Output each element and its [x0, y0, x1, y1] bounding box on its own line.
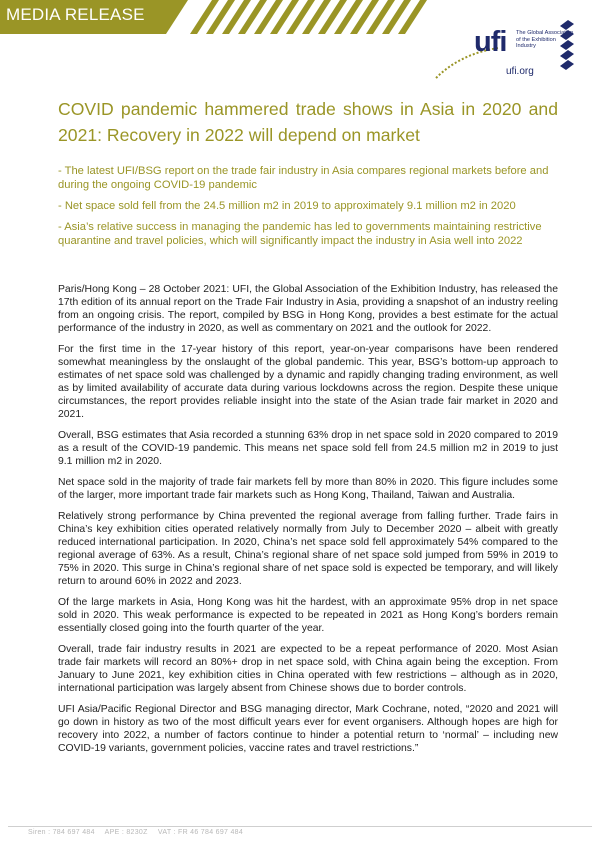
logo-tagline: The Global Association of the Exhibition Industry	[516, 30, 574, 50]
body-paragraph: For the first time in the 17-year history of this report, year-on-year comparisons have been rendered somewhat meaningless by the onslaught of the global pandemic. This year, BSG’s bottom-up approach to estimates of net space sold was challenged by a dynamic and rapidly changing trading environment, as well as by limited availability of accurate data during various lockdowns across the region. Despite these unique circumstances, the report provides reliable insight into the state of the Asian trade fair market in 2020 and 2021.	[58, 344, 558, 420]
summary-bullet: - Net space sold fell from the 24.5 million m2 in 2019 to approximately 9.1 million m2 in 2020	[58, 200, 516, 212]
footer-siren: Siren : 784 697 484	[28, 829, 95, 836]
body-paragraph: Overall, BSG estimates that Asia recorded a stunning 63% drop in net space sold in 2020 compared to 2019 as a result of the COVID-19 pandemic. This means net space sold fell from 24.5 million m2 in 2019 to just 9.1 million m2 in 2020.	[58, 430, 558, 467]
header-title: MEDIA RELEASE	[6, 5, 145, 24]
ufi-logo[interactable]	[430, 20, 580, 82]
footer-divider	[8, 826, 592, 827]
logo-wordmark: ufi	[474, 26, 507, 58]
page-title: COVID pandemic hammered trade shows in Asia in 2020 and 2021: Recovery in 2022 will depend on market	[58, 99, 558, 145]
body-paragraph: Net space sold in the majority of trade fair markets fell by more than 80% in 2020. This figure includes some of the larger, more important trade fair markets such as Hong Kong, Thailand, Taiwan and Australia.	[58, 477, 558, 501]
footer-vat: VAT : FR 46 784 697 484	[157, 829, 244, 836]
body-paragraph: Overall, trade fair industry results in 2021 are expected to be a repeat performance of 2020. Most Asian trade fair markets will record an 80%+ drop in net space sold, with China again being the exception. From January to June 2021, key exhibition cities in China operated with few restrictions – although as in 2020, international participation was largely absent from Chinese shows due to border controls.	[58, 644, 558, 694]
body-paragraph: Relatively strong performance by China prevented the regional average from falling further. Trade fairs in China’s key exhibition cities operated relatively normally from July to December 2020 – albeit with greatly reduced international participation. In 2020, China’s net space sold fell approximately 54% compared to the regional average of 63%. As a result, China’s regional share of net space sold jumped from 59% in 2019 to 75% in 2020. This surge in China’s regional share of net space sold is expected be temporary, and will likely return to around 60% in 2022 and 2023.	[58, 511, 558, 587]
footer-ape: APE : 8230Z	[104, 829, 148, 836]
summary-bullet: - Asia’s relative success in managing the pandemic has led to governments maintaining restrictive quarantine and travel policies, which will significantly impact the industry in Asia well into 2022	[58, 221, 542, 247]
body-paragraph: Paris/Hong Kong – 28 October 2021: UFI, the Global Association of the Exhibition Industry, has released the 17th edition of its annual report on the Trade Fair Industry in Asia, providing a snapshot of an industry reeling from an ongoing crisis. The report, compiled by BSG in Hong Kong, provides a best estimate for the actual performance of the industry in 2020, as well as commentary on 2021 and the outlook for 2022.	[58, 284, 558, 334]
body-text	[58, 283, 558, 763]
footer	[28, 829, 251, 836]
summary-bullet: - The latest UFI/BSG report on the trade fair industry in Asia compares regional markets before and during the ongoing COVID-19 pandemic	[58, 165, 549, 191]
logo-url[interactable]: ufi.org	[506, 66, 534, 77]
summary-bullets	[58, 164, 558, 255]
body-paragraph: Of the large markets in Asia, Hong Kong was hit the hardest, with an approximate 95% drop in net space sold in 2020. This weak performance is expected to be repeated in 2021 as Hong Kong’s borders remain essentially closed going into the fourth quarter of the year.	[58, 597, 558, 634]
body-paragraph: UFI Asia/Pacific Regional Director and BSG managing director, Mark Cochrane, noted, “2020 and 2021 will go down in history as two of the most difficult years ever for event organisers. Although hopes are high for recovery into 2022, a number of factors continue to hinder a potential return to ‘normal’ – including new COVID-19 variants, government policies, vaccine rates and travel restrictions.”	[58, 704, 558, 754]
